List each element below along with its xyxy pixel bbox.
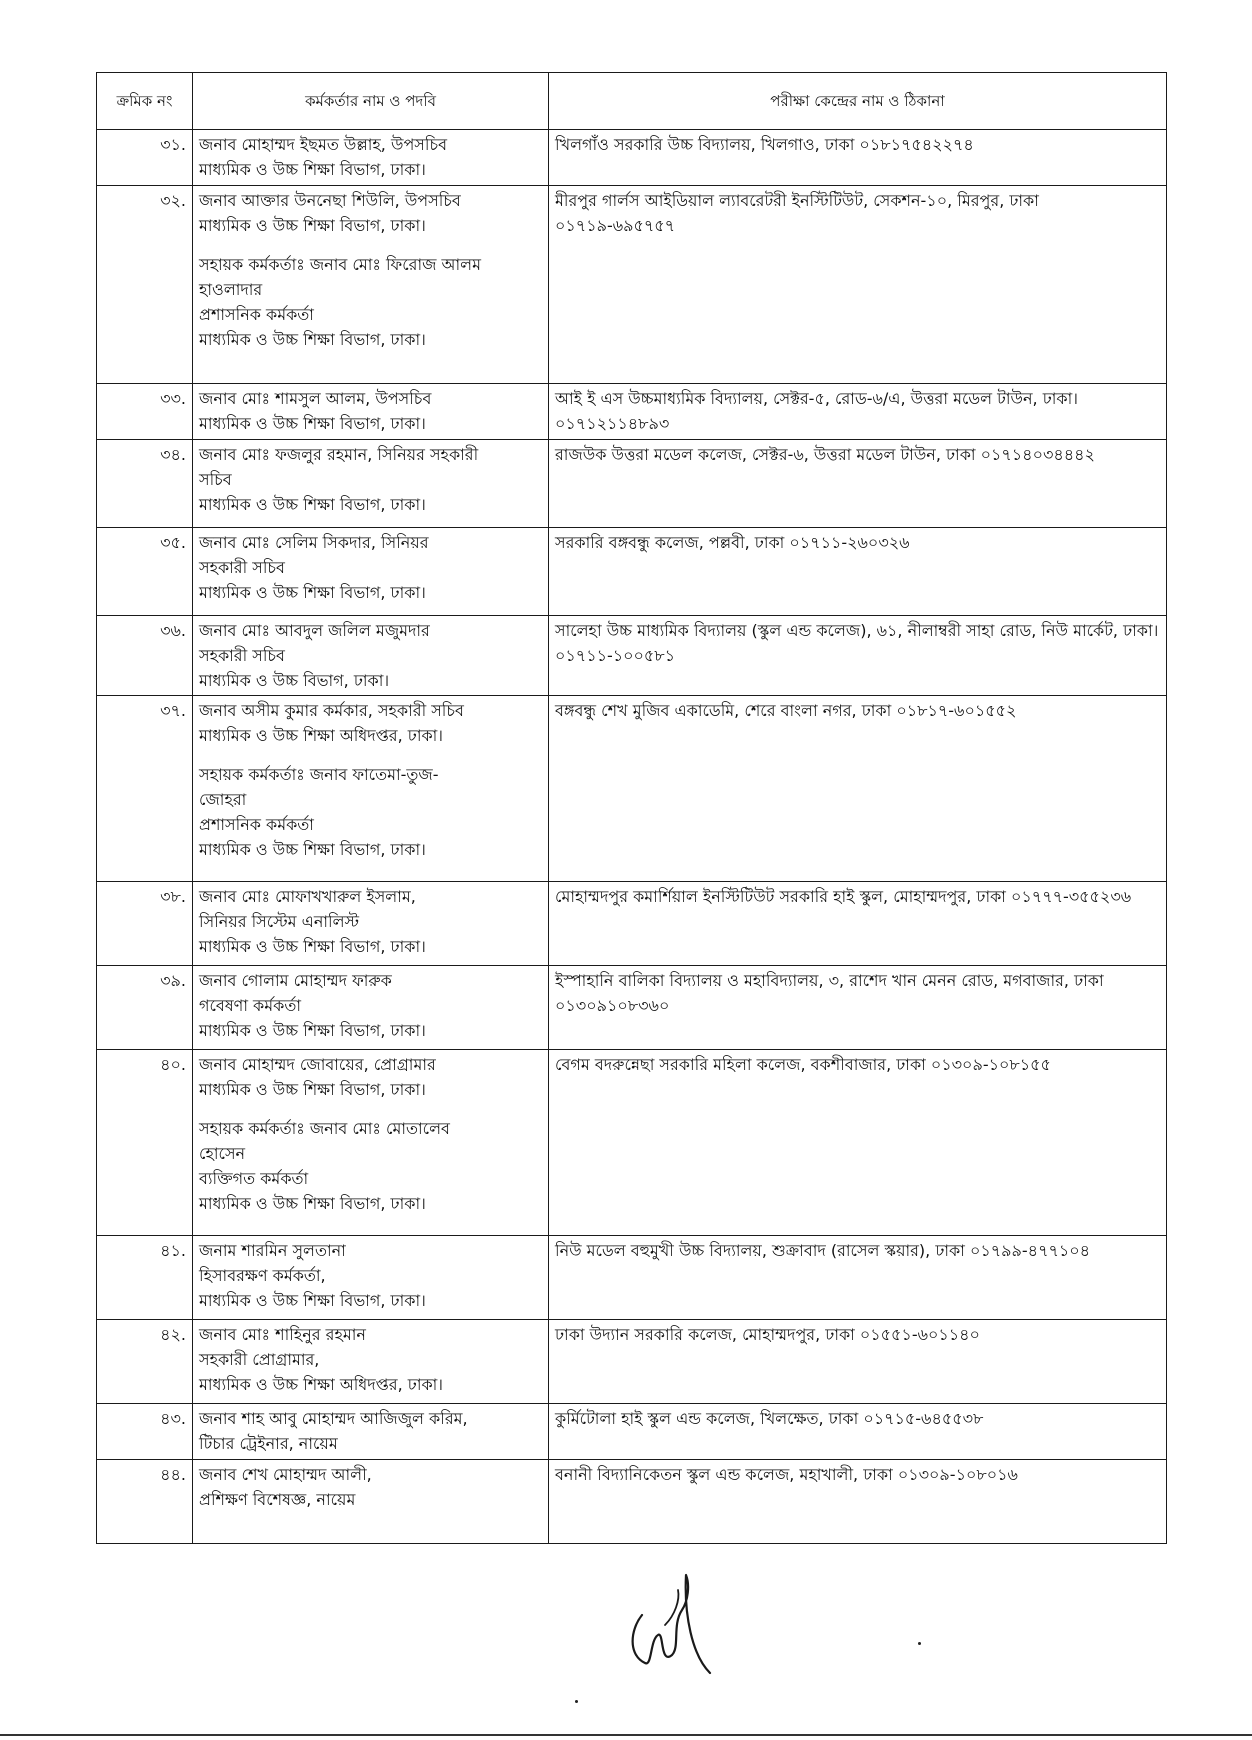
officer-line: গবেষণা কর্মকর্তা: [199, 996, 301, 1015]
table-row: [97, 616, 1167, 696]
assignment-table: [96, 72, 1167, 1544]
table-row: [97, 1320, 1167, 1404]
serial-cell: ৩৩.: [97, 384, 193, 440]
officer-line: মাধ্যমিক ও উচ্চ শিক্ষা বিভাগ, ঢাকা।: [199, 216, 426, 235]
table-row: [97, 696, 1167, 882]
officer-cell: [193, 440, 549, 528]
assistant-officer-line: ব্যক্তিগত কর্মকর্তা: [199, 1169, 309, 1188]
officer-line: জনাব মোঃ সেলিম সিকদার, সিনিয়র: [199, 533, 429, 552]
table-row: [97, 1404, 1167, 1460]
officer-cell: [193, 696, 549, 882]
table-row: [97, 130, 1167, 186]
center-cell: বঙ্গবন্ধু শেখ মুজিব একাডেমি, শেরে বাংলা নগর, ঢাকা ০১৮১৭-৬০১৫৫২: [549, 696, 1167, 882]
serial-cell: ৩২.: [97, 186, 193, 384]
center-cell: রাজউক উত্তরা মডেল কলেজ, সেক্টর-৬, উত্তরা মডেল টাউন, ঢাকা ০১৭১৪০৩৪৪৪২: [549, 440, 1167, 528]
assistant-officer-line: প্রশাসনিক কর্মকর্তা: [199, 305, 314, 324]
table-row: [97, 882, 1167, 966]
spacer: [199, 238, 542, 252]
officer-line: সহকারী সচিব: [199, 558, 285, 577]
officer-line: জনাব মোঃ শাহিনুর রহমান: [199, 1325, 366, 1344]
table-row: [97, 384, 1167, 440]
officer-line: জনাব মোহাম্মদ ইছমত উল্লাহ, উপসচিব: [199, 135, 447, 154]
officer-cell: [193, 882, 549, 966]
center-cell: বনানী বিদ্যানিকেতন স্কুল এন্ড কলেজ, মহাখালী, ঢাকা ০১৩০৯-১০৮০১৬: [549, 1460, 1167, 1544]
assistant-officer-line: মাধ্যমিক ও উচ্চ শিক্ষা বিভাগ, ঢাকা।: [199, 330, 426, 349]
serial-cell: ৩৭.: [97, 696, 193, 882]
serial-cell: ৪০.: [97, 1050, 193, 1236]
header-center: পরীক্ষা কেন্দ্রের নাম ও ঠিকানা: [549, 73, 1167, 130]
assistant-officer-line: হোসেন: [199, 1144, 246, 1163]
serial-cell: ৪১.: [97, 1236, 193, 1320]
assistant-officer-line: সহায়ক কর্মকর্তাঃ জনাব মোঃ মোতালেব: [199, 1119, 450, 1138]
table-row: [97, 1460, 1167, 1544]
table-row: [97, 966, 1167, 1050]
serial-cell: ৪২.: [97, 1320, 193, 1404]
officer-line: মাধ্যমিক ও উচ্চ শিক্ষা বিভাগ, ঢাকা।: [199, 1291, 426, 1310]
center-cell: বেগম বদরুন্নেছা সরকারি মহিলা কলেজ, বকশীবাজার, ঢাকা ০১৩০৯-১০৮১৫৫: [549, 1050, 1167, 1236]
officer-cell: [193, 1050, 549, 1236]
table-row: [97, 1050, 1167, 1236]
officer-cell: [193, 1320, 549, 1404]
officer-line: সহকারী সচিব: [199, 646, 285, 665]
officer-line: হিসাবরক্ষণ কর্মকর্তা,: [199, 1266, 326, 1285]
serial-cell: ৩৪.: [97, 440, 193, 528]
center-cell: সরকারি বঙ্গবন্ধু কলেজ, পল্লবী, ঢাকা ০১৭১১-২৬০৩২৬: [549, 528, 1167, 616]
officer-line: মাধ্যমিক ও উচ্চ শিক্ষা বিভাগ, ঢাকা।: [199, 1080, 426, 1099]
officer-line: প্রশিক্ষণ বিশেষজ্ঞ, নায়েম: [199, 1490, 356, 1509]
table-row: [97, 528, 1167, 616]
spacer: [199, 1102, 542, 1116]
center-cell: ঢাকা উদ্যান সরকারি কলেজ, মোহাম্মদপুর, ঢাকা ০১৫৫১-৬০১১৪০: [549, 1320, 1167, 1404]
header-officer: কর্মকর্তার নাম ও পদবি: [193, 73, 549, 130]
officer-line: মাধ্যমিক ও উচ্চ শিক্ষা বিভাগ, ঢাকা।: [199, 583, 426, 602]
officer-line: মাধ্যমিক ও উচ্চ বিভাগ, ঢাকা।: [199, 671, 390, 690]
officer-line: জনাব মোঃ শামসুল আলম, উপসচিব: [199, 389, 432, 408]
serial-cell: ৩৫.: [97, 528, 193, 616]
officer-line: মাধ্যমিক ও উচ্চ শিক্ষা বিভাগ, ঢাকা।: [199, 495, 426, 514]
serial-cell: ৩১.: [97, 130, 193, 186]
table-body: [97, 130, 1167, 1544]
center-cell: মোহাম্মদপুর কমার্শিয়াল ইনস্টিটিউট সরকারি হাই স্কুল, মোহাম্মদপুর, ঢাকা ০১৭৭৭-৩৫৫২৩৬: [549, 882, 1167, 966]
officer-line: জনাব অসীম কুমার কর্মকার, সহকারী সচিব: [199, 701, 464, 720]
assistant-officer-line: জোহরা: [199, 790, 247, 809]
signature-image: [620, 1555, 730, 1675]
officer-cell: [193, 186, 549, 384]
center-cell: কুর্মিটোলা হাই স্কুল এন্ড কলেজ, খিলক্ষেত, ঢাকা ০১৭১৫-৬৪৫৫৩৮: [549, 1404, 1167, 1460]
table-row: [97, 440, 1167, 528]
officer-line: মাধ্যমিক ও উচ্চ শিক্ষা অধিদপ্তর, ঢাকা।: [199, 726, 444, 745]
serial-cell: ৩৬.: [97, 616, 193, 696]
table-row: [97, 1236, 1167, 1320]
officer-cell: [193, 1404, 549, 1460]
officer-line: জনাব মোহাম্মদ জোবায়ের, প্রোগ্রামার: [199, 1055, 436, 1074]
assistant-officer-line: মাধ্যমিক ও উচ্চ শিক্ষা বিভাগ, ঢাকা।: [199, 840, 426, 859]
officer-line: মাধ্যমিক ও উচ্চ শিক্ষা বিভাগ, ঢাকা।: [199, 160, 426, 179]
officer-cell: [193, 1460, 549, 1544]
center-cell: নিউ মডেল বহুমুখী উচ্চ বিদ্যালয়, শুক্রাবাদ (রাসেল স্কয়ার), ঢাকা ০১৭৯৯-৪৭৭১০৪: [549, 1236, 1167, 1320]
table-row: [97, 186, 1167, 384]
header-serial: ক্রমিক নং: [97, 73, 193, 130]
ink-dot: [918, 1642, 921, 1645]
officer-line: জনাব গোলাম মোহাম্মদ ফারুক: [199, 971, 392, 990]
assistant-officer-line: সহায়ক কর্মকর্তাঃ জনাব ফাতেমা-তুজ-: [199, 765, 439, 784]
officer-line: জনাব মোঃ মোফাখখারুল ইসলাম,: [199, 887, 416, 906]
officer-line: মাধ্যমিক ও উচ্চ শিক্ষা বিভাগ, ঢাকা।: [199, 1021, 426, 1040]
spacer: [199, 748, 542, 762]
officer-line: সচিব: [199, 470, 232, 489]
ink-dot: [575, 1700, 578, 1703]
assistant-officer-line: হাওলাদার: [199, 280, 263, 299]
officer-cell: [193, 384, 549, 440]
officer-line: জনাব মোঃ ফজলুর রহমান, সিনিয়র সহকারী: [199, 445, 479, 464]
officer-line: মাধ্যমিক ও উচ্চ শিক্ষা বিভাগ, ঢাকা।: [199, 937, 426, 956]
officer-cell: [193, 966, 549, 1050]
officer-cell: [193, 130, 549, 186]
officer-line: মাধ্যমিক ও উচ্চ শিক্ষা বিভাগ, ঢাকা।: [199, 414, 426, 433]
center-cell: ইস্পাহানি বালিকা বিদ্যালয় ও মহাবিদ্যালয়, ৩, রাশেদ খান মেনন রোড, মগবাজার, ঢাকা ০১৩০৯১০৮৩৬০: [549, 966, 1167, 1050]
officer-line: সহকারী প্রোগ্রামার,: [199, 1350, 320, 1369]
officer-cell: [193, 1236, 549, 1320]
serial-cell: ৪৩.: [97, 1404, 193, 1460]
serial-cell: ৪৪.: [97, 1460, 193, 1544]
center-cell: সালেহা উচ্চ মাধ্যমিক বিদ্যালয় (স্কুল এন্ড কলেজ), ৬১, নীলাম্বরী সাহা রোড, নিউ মার্কেট, ঢাকা। ০১৭১১-১০০৫৮১: [549, 616, 1167, 696]
assistant-officer-line: সহায়ক কর্মকর্তাঃ জনাব মোঃ ফিরোজ আলম: [199, 255, 481, 274]
center-cell: আই ই এস উচ্চমাধ্যমিক বিদ্যালয়, সেক্টর-৫, রোড-৬/এ, উত্তরা মডেল টাউন, ঢাকা। ০১৭১২১১৪৮৯৩: [549, 384, 1167, 440]
officer-cell: [193, 528, 549, 616]
serial-cell: ৩৯.: [97, 966, 193, 1050]
center-cell: মীরপুর গার্লস আইডিয়াল ল্যাবরেটরী ইনস্টিটিউট, সেকশন-১০, মিরপুর, ঢাকা ০১৭১৯-৬৯৫৭৫৭: [549, 186, 1167, 384]
officer-cell: [193, 616, 549, 696]
assistant-officer-line: প্রশাসনিক কর্মকর্তা: [199, 815, 314, 834]
officer-line: জনাব আক্তার উননেছা শিউলি, উপসচিব: [199, 191, 461, 210]
officer-line: জনাম শারমিন সুলতানা: [199, 1241, 346, 1260]
assistant-officer-line: মাধ্যমিক ও উচ্চ শিক্ষা বিভাগ, ঢাকা।: [199, 1194, 426, 1213]
officer-line: টিচার ট্রেইনার, নায়েম: [199, 1434, 338, 1453]
page-bottom-rule: [0, 1734, 1252, 1736]
officer-line: মাধ্যমিক ও উচ্চ শিক্ষা অধিদপ্তর, ঢাকা।: [199, 1375, 444, 1394]
officer-line: জনাব শেখ মোহাম্মদ আলী,: [199, 1465, 372, 1484]
officer-line: সিনিয়র সিস্টেম এনালিস্ট: [199, 912, 360, 931]
officer-line: জনাব মোঃ আবদুল জলিল মজুমদার: [199, 621, 430, 640]
center-cell: খিলগাঁও সরকারি উচ্চ বিদ্যালয়, খিলগাও, ঢাকা ০১৮১৭৫৪২২৭৪: [549, 130, 1167, 186]
officer-line: জনাব শাহ আবু মোহাম্মদ আজিজুল করিম,: [199, 1409, 468, 1428]
serial-cell: ৩৮.: [97, 882, 193, 966]
table-header-row: [97, 73, 1167, 130]
